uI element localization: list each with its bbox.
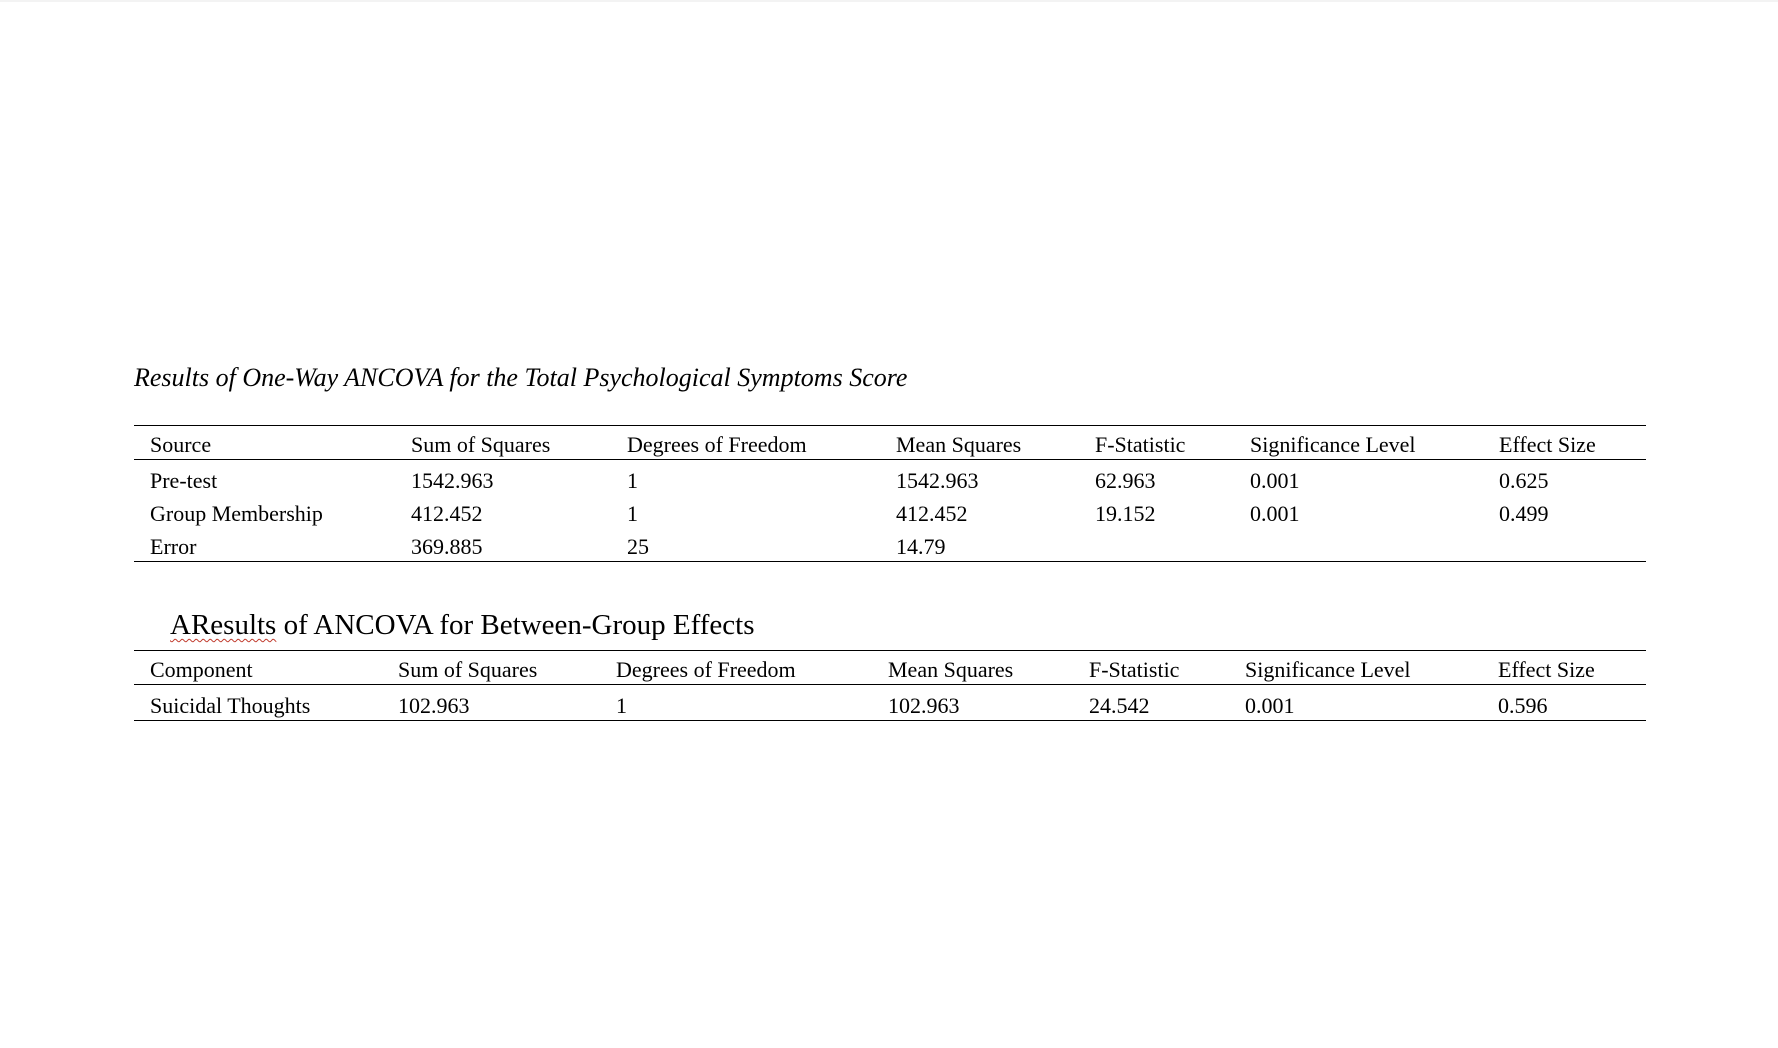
header-component: Component (150, 657, 253, 682)
header-f-statistic: F-Statistic (1089, 657, 1180, 682)
cell-component: Suicidal Thoughts (150, 693, 311, 718)
page-top-edge (0, 0, 1778, 2)
table-row (134, 687, 1646, 720)
table-header-row (134, 426, 1646, 460)
table-header-row (134, 651, 1646, 685)
cell-significance-level: 0.001 (1250, 468, 1300, 493)
cell-degrees-of-freedom: 1 (616, 693, 627, 718)
anova-table-2 (134, 650, 1646, 721)
header-sum-of-squares: Sum of Squares (411, 432, 551, 457)
cell-sum-of-squares: 1542.963 (411, 468, 494, 493)
spellcheck-flagged-word: AResults (170, 609, 277, 641)
header-f-statistic: F-Statistic (1095, 432, 1186, 457)
cell-mean-squares: 14.79 (896, 534, 946, 559)
cell-significance-level: 0.001 (1250, 501, 1300, 526)
cell-mean-squares: 412.452 (896, 501, 968, 526)
cell-f-statistic: 62.963 (1095, 468, 1156, 493)
cell-source: Group Membership (150, 501, 323, 526)
header-degrees-of-freedom: Degrees of Freedom (616, 657, 796, 682)
header-effect-size: Effect Size (1498, 657, 1595, 682)
cell-effect-size: 0.625 (1499, 468, 1549, 493)
table2-title (170, 609, 755, 642)
header-mean-squares: Mean Squares (888, 657, 1014, 682)
table2-title-text: of ANCOVA for Between-Group Effects (276, 609, 755, 641)
header-source: Source (150, 432, 212, 457)
cell-mean-squares: 102.963 (888, 693, 960, 718)
cell-source: Pre-test (150, 468, 218, 493)
anova-table-1 (134, 425, 1646, 562)
header-sum-of-squares: Sum of Squares (398, 657, 538, 682)
cell-sum-of-squares: 369.885 (411, 534, 483, 559)
header-mean-squares: Mean Squares (896, 432, 1022, 457)
header-degrees-of-freedom: Degrees of Freedom (627, 432, 807, 457)
cell-degrees-of-freedom: 1 (627, 501, 638, 526)
header-effect-size: Effect Size (1499, 432, 1596, 457)
header-significance-level: Significance Level (1250, 432, 1416, 457)
cell-f-statistic: 24.542 (1089, 693, 1150, 718)
cell-sum-of-squares: 412.452 (411, 501, 483, 526)
table-row (134, 495, 1646, 528)
cell-sum-of-squares: 102.963 (398, 693, 470, 718)
cell-effect-size: 0.596 (1498, 693, 1548, 718)
table-row (134, 528, 1646, 561)
table1-caption: Results of One-Way ANCOVA for the Total Psychological Symptoms Score (134, 363, 908, 392)
cell-f-statistic: 19.152 (1095, 501, 1156, 526)
cell-effect-size: 0.499 (1499, 501, 1549, 526)
table-row (134, 462, 1646, 495)
header-significance-level: Significance Level (1245, 657, 1411, 682)
cell-source: Error (150, 534, 197, 559)
cell-significance-level: 0.001 (1245, 693, 1295, 718)
cell-degrees-of-freedom: 1 (627, 468, 638, 493)
cell-mean-squares: 1542.963 (896, 468, 979, 493)
cell-degrees-of-freedom: 25 (627, 534, 649, 559)
